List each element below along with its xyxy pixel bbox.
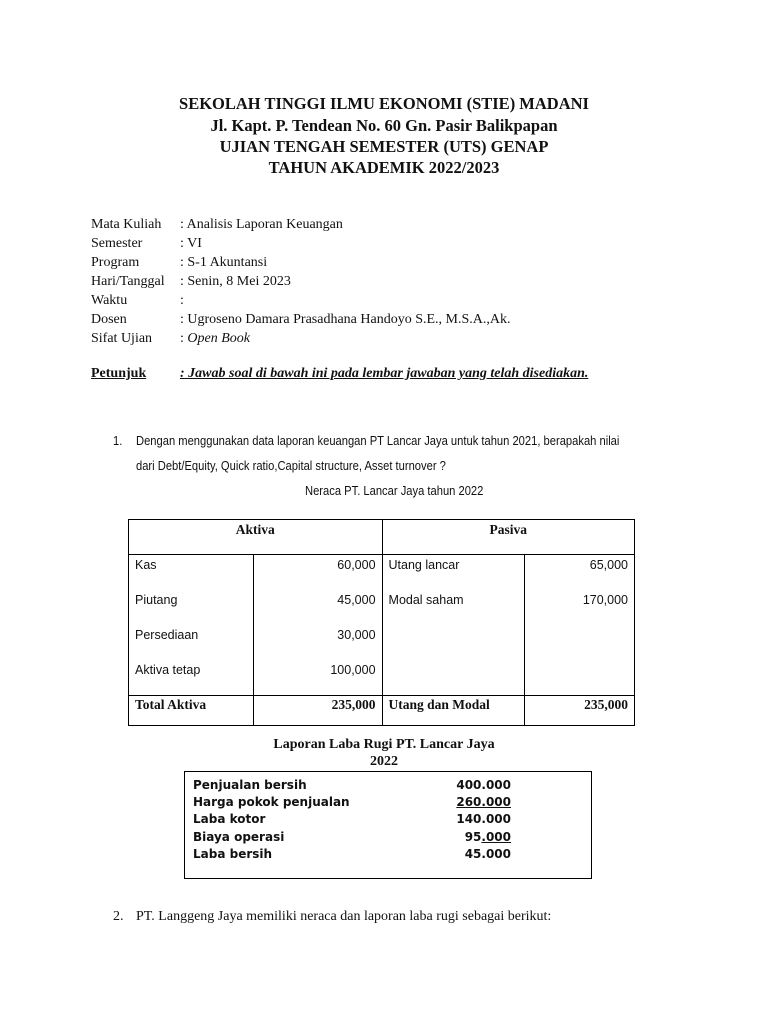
balance-sheet-table bbox=[128, 519, 635, 726]
info-label: Semester bbox=[91, 236, 143, 251]
balance-sheet-total-row bbox=[129, 696, 635, 726]
instructions-label: Petunjuk bbox=[91, 366, 147, 381]
pasiva-label: Utang lancar bbox=[382, 555, 525, 591]
aktiva-label: Piutang bbox=[129, 590, 254, 625]
info-value-italic: Open Book bbox=[187, 331, 250, 346]
question-1-number: 1. bbox=[113, 433, 123, 448]
aktiva-label: Aktiva tetap bbox=[129, 660, 254, 696]
info-value bbox=[180, 329, 250, 348]
income-value: 260.000 bbox=[456, 795, 511, 809]
pasiva-value: 65,000 bbox=[525, 555, 635, 591]
income-label: Harga pokok penjualan bbox=[193, 795, 350, 809]
info-value-prefix: : bbox=[180, 331, 188, 346]
info-label: Sifat Ujian bbox=[91, 331, 153, 346]
income-label: Penjualan bersih bbox=[193, 778, 307, 792]
income-value-underlined: .000 bbox=[481, 830, 511, 844]
income-label: Laba bersih bbox=[193, 847, 273, 861]
table-row bbox=[129, 660, 635, 696]
aktiva-header: Aktiva bbox=[129, 520, 383, 555]
academic-year: TAHUN AKADEMIK 2022/2023 bbox=[268, 158, 500, 177]
info-label: Program bbox=[91, 255, 140, 270]
income-statement-box bbox=[184, 771, 592, 879]
info-value: : Analisis Laporan Keuangan bbox=[180, 217, 343, 232]
info-value: : VI bbox=[180, 236, 202, 251]
income-value: 400.000 bbox=[456, 778, 511, 792]
pasiva-header: Pasiva bbox=[382, 520, 634, 555]
school-address: Jl. Kapt. P. Tendean No. 60 Gn. Pasir Balikpapan bbox=[210, 116, 558, 135]
income-value bbox=[465, 829, 511, 846]
info-value: : Senin, 8 Mei 2023 bbox=[180, 274, 291, 289]
instructions-text: : Jawab soal di bawah ini pada lembar jawaban yang telah disediakan. bbox=[180, 366, 589, 381]
income-statement-year: 2022 bbox=[370, 754, 398, 769]
exam-title: UJIAN TENGAH SEMESTER (UTS) GENAP bbox=[219, 137, 549, 156]
balance-sheet-header-row bbox=[129, 520, 635, 555]
question-2-text: PT. Langgeng Jaya memiliki neraca dan laporan laba rugi sebagai berikut: bbox=[136, 909, 552, 924]
info-label: Mata Kuliah bbox=[91, 217, 162, 232]
income-value-plain: 95 bbox=[464, 830, 482, 844]
info-value: : S-1 Akuntansi bbox=[180, 255, 268, 270]
total-pasiva-label: Utang dan Modal bbox=[382, 696, 525, 726]
total-aktiva-label: Total Aktiva bbox=[129, 696, 254, 726]
total-aktiva-value: 235,000 bbox=[253, 696, 382, 726]
table-row bbox=[129, 625, 635, 660]
income-value: 45.000 bbox=[464, 847, 511, 861]
aktiva-label: Persediaan bbox=[129, 625, 254, 660]
income-label: Laba kotor bbox=[193, 812, 266, 826]
income-value: 140.000 bbox=[456, 812, 511, 826]
question-2-number: 2. bbox=[113, 909, 124, 924]
list-item bbox=[193, 846, 511, 863]
aktiva-value: 45,000 bbox=[253, 590, 382, 625]
table-row bbox=[129, 590, 635, 625]
table-row bbox=[129, 555, 635, 591]
list-item bbox=[193, 811, 511, 828]
pasiva-label: Modal saham bbox=[382, 590, 525, 625]
aktiva-value: 30,000 bbox=[253, 625, 382, 660]
income-statement-title: Laporan Laba Rugi PT. Lancar Jaya bbox=[273, 737, 495, 752]
balance-sheet-caption: Neraca PT. Lancar Jaya tahun 2022 bbox=[305, 483, 484, 498]
list-item bbox=[193, 794, 511, 811]
list-item bbox=[193, 829, 511, 846]
info-label: Dosen bbox=[91, 312, 127, 327]
school-name: SEKOLAH TINGGI ILMU EKONOMI (STIE) MADANI bbox=[179, 94, 589, 113]
list-item bbox=[193, 777, 511, 794]
pasiva-label bbox=[382, 625, 525, 660]
info-value: : bbox=[180, 293, 184, 308]
aktiva-label: Kas bbox=[129, 555, 254, 591]
info-label: Waktu bbox=[91, 293, 128, 308]
pasiva-label bbox=[382, 660, 525, 696]
pasiva-value bbox=[525, 660, 635, 696]
aktiva-value: 100,000 bbox=[253, 660, 382, 696]
pasiva-value: 170,000 bbox=[525, 590, 635, 625]
question-1-line1: Dengan menggunakan data laporan keuangan PT Lancar Jaya untuk tahun 2021, berapakah nilai bbox=[136, 433, 620, 448]
info-value: : Ugroseno Damara Prasadhana Handoyo S.E., M.S.A.,Ak. bbox=[180, 312, 511, 327]
income-label: Biaya operasi bbox=[193, 830, 285, 844]
info-label: Hari/Tanggal bbox=[91, 274, 165, 289]
question-1-line2: dari Debt/Equity, Quick ratio,Capital structure, Asset turnover ? bbox=[136, 458, 446, 473]
pasiva-value bbox=[525, 625, 635, 660]
total-pasiva-value: 235,000 bbox=[525, 696, 635, 726]
aktiva-value: 60,000 bbox=[253, 555, 382, 591]
